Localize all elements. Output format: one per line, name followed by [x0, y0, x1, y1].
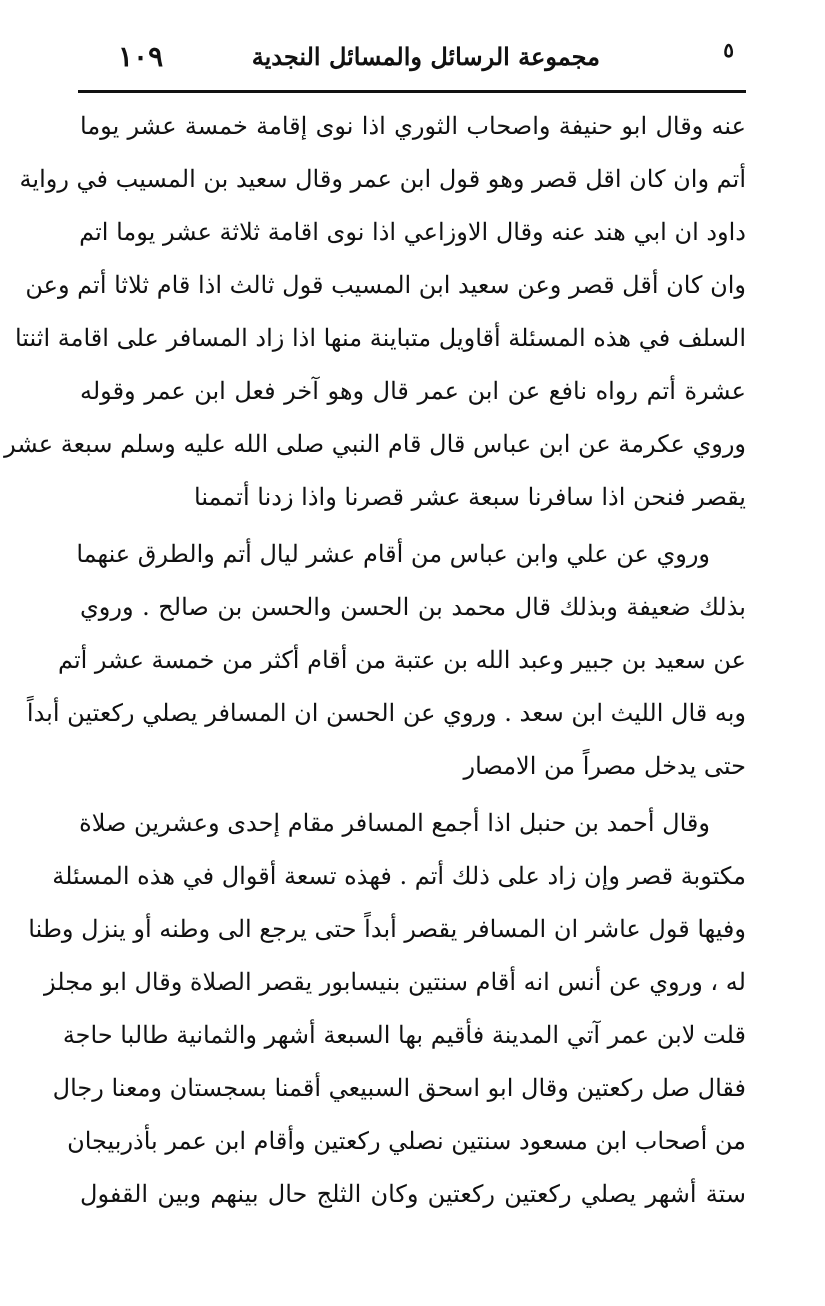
text-line: بذلك ضعيفة وبذلك قال محمد بن الحسن والحسن بن صالح . وروي: [80, 593, 746, 621]
running-title: مجموعة الرسائل والمسائل النجدية: [251, 42, 600, 71]
header-rule: [78, 90, 746, 93]
body-text: [4, 100, 746, 1221]
text-line: وفيها قول عاشر ان المسافر يقصر أبداً حتى يرجع الى وطنه أو ينزل وطنا: [28, 915, 746, 943]
paragraph-3: [28, 797, 746, 1221]
text-line: داود ان ابي هند عنه وقال الاوزاعي اذا نوى اقامة ثلاثة عشر يوما اتم: [79, 218, 746, 246]
text-line: وقال أحمد بن حنبل اذا أجمع المسافر مقام إحدى وعشرين صلاة: [79, 809, 710, 837]
text-line: عشرة أتم رواه نافع عن ابن عمر قال وهو آخر فعل ابن عمر وقوله: [80, 377, 746, 405]
text-line: له ، وروي عن أنس انه أقام سنتين بنيسابور يقصر الصلاة وقال ابو مجلز: [43, 968, 746, 996]
text-line: فقال صل ركعتين وقال ابو اسحق السبيعي أقمنا بسجستان ومعنا رجال: [52, 1074, 746, 1102]
page-header: [78, 38, 750, 86]
text-line: يقصر فنحن اذا سافرنا سبعة عشر قصرنا واذا زدنا أتممنا: [194, 483, 746, 511]
text-line: مكتوبة قصر وإن زاد على ذلك أتم . فهذه تسعة أقوال في هذه المسئلة: [52, 862, 746, 890]
text-line: عن سعيد بن جبير وعبد الله بن عتبة من أقام أكثر من خمسة عشر أتم: [57, 646, 746, 674]
text-line: وان كان أقل قصر وعن سعيد ابن المسيب قول ثالث اذا قام ثلاثا أتم وعن: [25, 271, 746, 299]
paragraph-1: [4, 100, 746, 524]
page-number: ١٠٩: [118, 40, 164, 73]
text-line: وروي عكرمة عن ابن عباس قال قام النبي صلى الله عليه وسلم سبعة عشر: [4, 430, 746, 458]
text-line: من أصحاب ابن مسعود سنتين نصلي ركعتين وأقام ابن عمر بأذربيجان: [67, 1127, 746, 1155]
text-line: عنه وقال ابو حنيفة واصحاب الثوري اذا نوى إقامة خمسة عشر يوما: [80, 112, 746, 140]
text-line: حتى يدخل مصراً من الامصار: [463, 752, 746, 780]
text-line: أتم وان كان اقل قصر وهو قول ابن عمر وقال سعيد بن المسيب في رواية: [19, 165, 746, 193]
header-mark: ٥: [723, 38, 734, 62]
text-line: وبه قال الليث ابن سعد . وروي عن الحسن ان المسافر يصلي ركعتين أبداً: [26, 699, 746, 727]
text-line: قلت لابن عمر آتي المدينة فأقيم بها السبعة أشهر والثمانية طالبا حاجة: [62, 1021, 746, 1049]
text-line: السلف في هذه المسئلة أقاويل متباينة منها اذا زاد المسافر على اقامة اثنتا: [14, 324, 746, 352]
text-line: وروي عن علي وابن عباس من أقام عشر ليال أتم والطرق عنهما: [76, 540, 710, 568]
text-line: ستة أشهر يصلي ركعتين ركعتين وكان الثلج حال بينهم وبين القفول: [80, 1180, 746, 1208]
paragraph-2: [26, 528, 746, 793]
